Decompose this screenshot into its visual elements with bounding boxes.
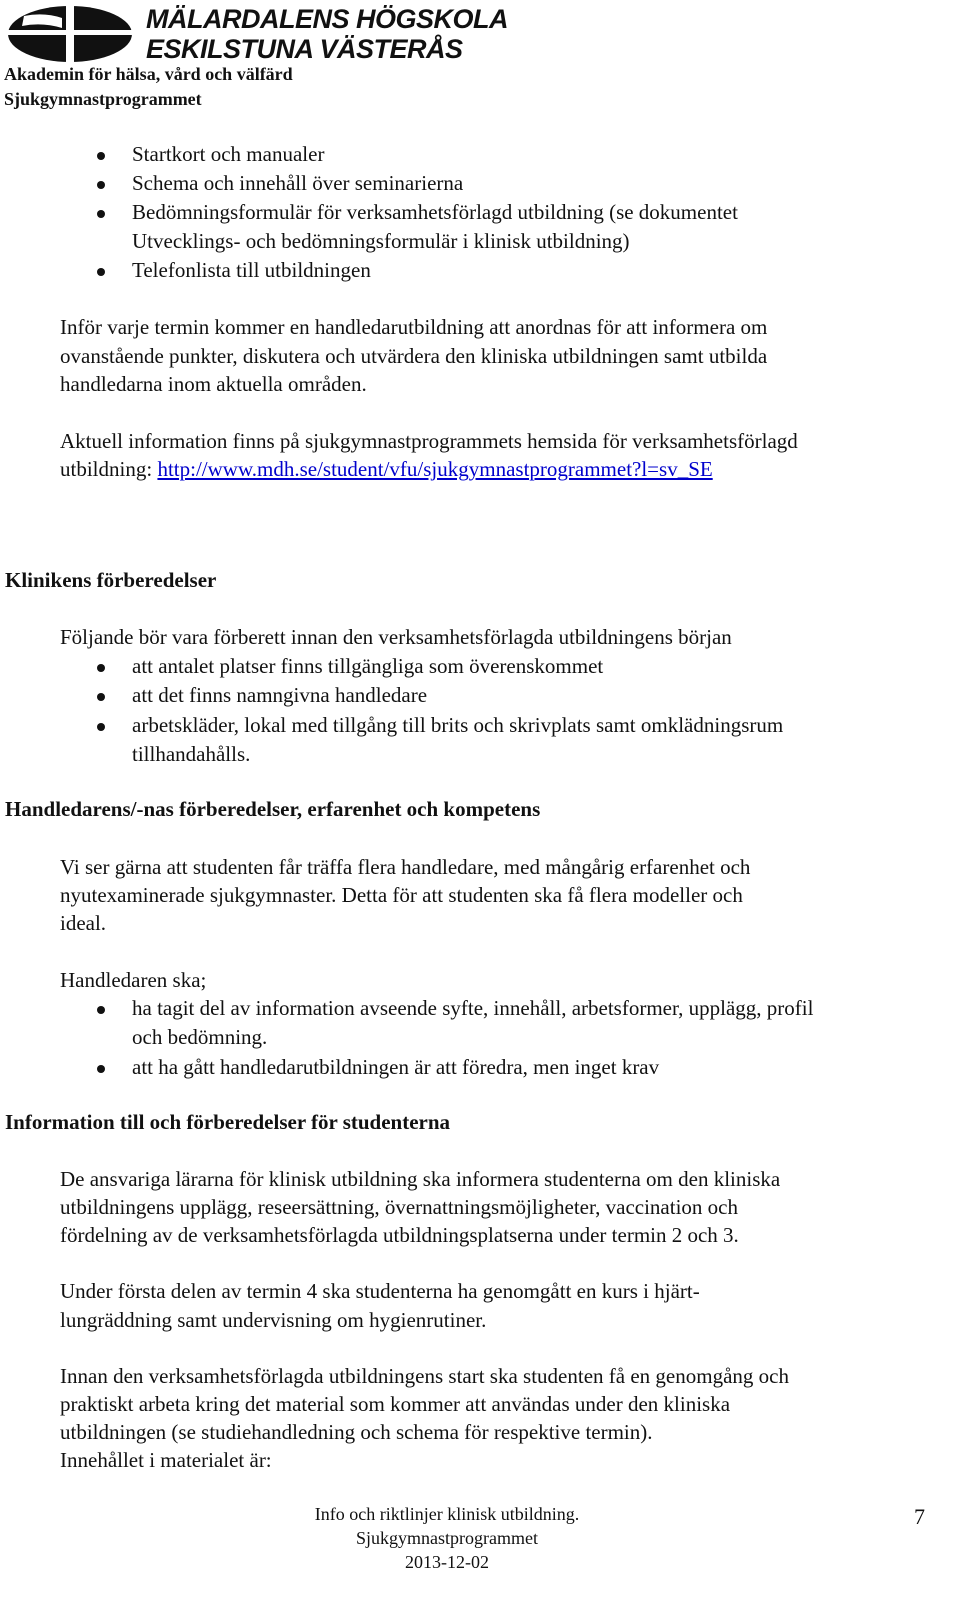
paragraph-line: Innan den verksamhetsförlagda utbildningens start ska studenten få en genomgång och [60,1364,789,1388]
logo-line1: MÄLARDALENS HÖGSKOLA [146,4,508,34]
paragraph-line: Aktuell information finns på sjukgymnastprogrammets hemsida för verksamhetsförlagd [60,429,798,453]
paragraph-line [60,455,713,484]
footer-program: Sjukgymnastprogrammet [356,1528,538,1548]
list-item: att det finns namngivna handledare [132,683,428,707]
logo-line2: ESKILSTUNA VÄSTERÅS [146,34,463,64]
paragraph-line: ovanstående punkter, diskutera och utvärdera den kliniska utbildningen samt utbilda [60,344,768,368]
bullet-icon [97,1006,105,1014]
section-heading: Klinikens förberedelser [5,568,217,592]
paragraph-line: Handledaren ska; [60,968,207,992]
list-item-continuation: och bedömning. [132,1025,268,1049]
bullet-icon [97,268,105,276]
footer-date: 2013-12-02 [405,1552,489,1572]
list-item: att antalet platser finns tillgängliga som överenskommet [132,654,604,678]
bullet-icon [97,723,105,731]
section-heading: Handledarens/-nas förberedelser, erfarenhet och kompetens [5,797,541,821]
paragraph-line: Vi ser gärna att studenten får träffa flera handledare, med mångårig erfarenhet och [60,855,751,879]
paragraph-line: fördelning av de verksamhetsförlagda utbildningsplatserna under termin 2 och 3. [60,1223,739,1247]
bullet-icon [97,693,105,701]
list-item: Startkort och manualer [132,142,325,166]
university-logo [4,4,508,64]
paragraph-line: Under första delen av termin 4 ska studenterna ha genomgått en kurs i hjärt- [60,1279,700,1303]
academy-name: Akademin för hälsa, vård och välfärd [4,64,293,84]
bullet-icon [97,1065,105,1073]
list-item: Telefonlista till utbildningen [132,258,371,282]
paragraph-line: ideal. [60,911,107,935]
logo-mark-icon [4,4,138,64]
paragraph-line: Innehållet i materialet är: [60,1448,272,1472]
list-item-continuation: tillhandahålls. [132,742,251,766]
vfu-website-link[interactable]: http://www.mdh.se/student/vfu/sjukgymnastprogrammet?l=sv_SE [157,457,713,481]
paragraph-line: utbildningens upplägg, reseersättning, övernattningsmöjligheter, vaccination och [60,1195,738,1219]
list-item: arbetskläder, lokal med tillgång till brits och skrivplats samt omklädningsrum [132,713,784,737]
paragraph-line: handledarna inom aktuella områden. [60,372,367,396]
paragraph-line: praktiskt arbeta kring det material som kommer att användas under den kliniska [60,1392,731,1416]
bullet-icon [97,152,105,160]
section-heading: Information till och förberedelser för studenterna [5,1110,451,1134]
page-number: 7 [914,1504,925,1529]
list-item-continuation: Utvecklings- och bedömningsformulär i klinisk utbildning) [132,229,630,253]
link-prefix: utbildning: [60,457,158,481]
paragraph-line: lungräddning samt undervisning om hygienrutiner. [60,1308,487,1332]
bullet-icon [97,181,105,189]
bullet-icon [97,664,105,672]
paragraph-line: De ansvariga lärarna för klinisk utbildning ska informera studenterna om den kliniska [60,1167,781,1191]
footer [287,1502,607,1574]
list-item: att ha gått handledarutbildningen är att föredra, men inget krav [132,1055,660,1079]
footer-title: Info och riktlinjer klinisk utbildning. [314,1504,580,1524]
paragraph-line: utbildningen (se studiehandledning och schema för respektive termin). [60,1420,653,1444]
paragraph-line: Följande bör vara förberett innan den verksamhetsförlagda utbildningens början [60,625,732,649]
paragraph-line: Inför varje termin kommer en handledarutbildning att anordnas för att informera om [60,315,768,339]
program-name: Sjukgymnastprogrammet [4,89,202,109]
bullet-icon [97,210,105,218]
paragraph-line: nyutexaminerade sjukgymnaster. Detta för att studenten ska få flera modeller och [60,883,743,907]
list-item: Schema och innehåll över seminarierna [132,171,464,195]
list-item: Bedömningsformulär för verksamhetsförlagd utbildning (se dokumentet [132,200,738,224]
list-item: ha tagit del av information avseende syfte, innehåll, arbetsformer, upplägg, profil [132,996,814,1020]
